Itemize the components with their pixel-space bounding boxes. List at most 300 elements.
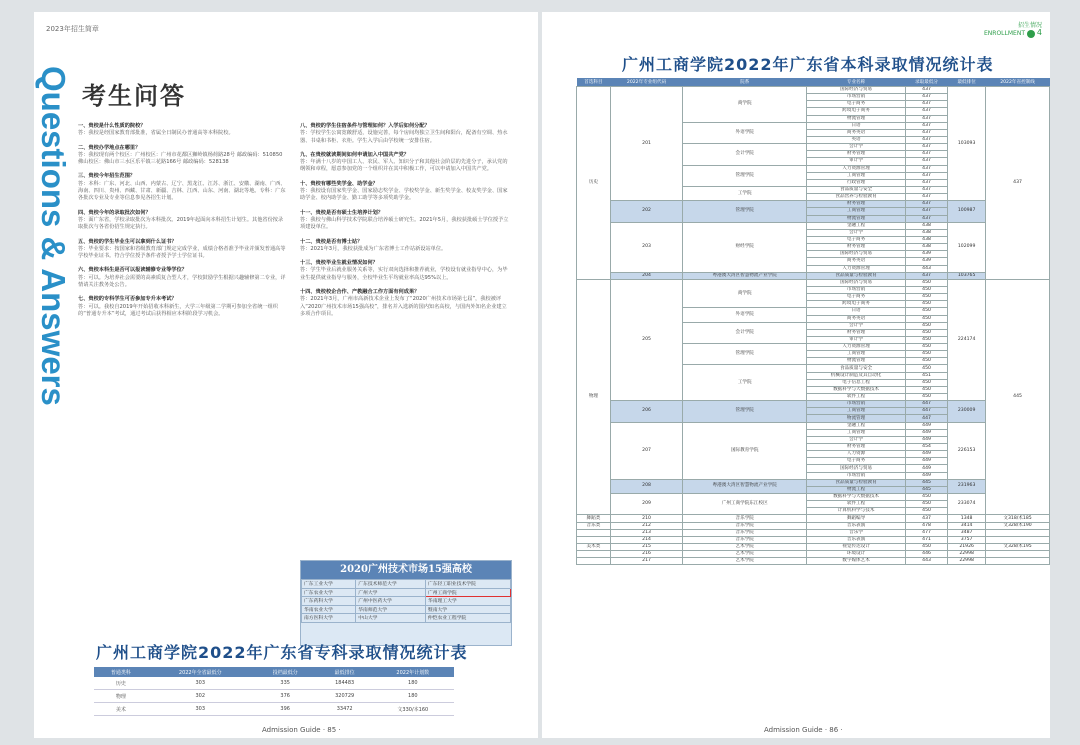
- table-cell: 音乐学院: [683, 522, 807, 529]
- enrollment-label: [984, 22, 1042, 38]
- major-cell: 跨境电子商务: [807, 301, 906, 308]
- specialist-table-title: 广州工商学院2022年广东省专科录取情况统计表: [96, 643, 468, 662]
- score-cell: 438: [905, 244, 947, 251]
- table-cell: 环境设计: [807, 551, 906, 558]
- rank-cell: 103765: [948, 272, 986, 279]
- subject-cell: 历史: [577, 87, 611, 280]
- score-cell: 437: [905, 215, 947, 222]
- score-cell: 451: [905, 372, 947, 379]
- table-cell: 音乐学院: [683, 515, 807, 522]
- table-header-cell: 最低排位: [318, 667, 372, 677]
- table-cell: 443: [905, 558, 947, 565]
- top15-row: [302, 614, 511, 623]
- score-cell: 450: [905, 494, 947, 501]
- major-cell: 食品质量与安全: [807, 365, 906, 372]
- top15-cell: 广东农业大学: [302, 588, 356, 597]
- table-header-cell: 专业名称: [807, 78, 906, 87]
- page-number: 4: [1036, 28, 1042, 37]
- specialist-table: [94, 667, 454, 716]
- major-cell: 物流管理: [807, 415, 906, 422]
- score-cell: 450: [905, 344, 947, 351]
- rank-cell: 102099: [948, 222, 986, 272]
- table-cell: 物理: [94, 690, 148, 703]
- score-cell: 450: [905, 358, 947, 365]
- major-cell: 软件工程: [807, 501, 906, 508]
- major-cell: 工商管理: [807, 208, 906, 215]
- score-cell: 443: [905, 265, 947, 272]
- dept-cell: 外语学院: [683, 308, 807, 322]
- qa-question: 十一、贵校是否有硕士生培养计划？: [300, 209, 384, 216]
- score-cell: 437: [905, 151, 947, 158]
- table-cell: 180: [372, 677, 454, 690]
- right-page: [542, 12, 1050, 738]
- qa-question: 六、贵校本科生是否可以报读辅修专业等学位？: [78, 267, 187, 274]
- qa-answer: 答：面广东省，学校录取批次为本科批次。2019年起面向本科招生计划生。其他省份按录取批次与各省份招生规定执行。: [78, 216, 284, 231]
- rank-cell: 233074: [948, 494, 986, 515]
- qa-question: 九、在贵校就读期间如何申请加入中国共产党？: [300, 151, 409, 158]
- page-title: 考生问答: [82, 82, 186, 110]
- major-cell: 工商管理: [807, 351, 906, 358]
- score-cell: 450: [905, 379, 947, 386]
- table-header-cell: 2022年省控制线: [986, 78, 1050, 87]
- score-cell: 437: [905, 136, 947, 143]
- table-cell: 215: [610, 544, 682, 551]
- group-code-cell: 205: [610, 279, 682, 400]
- top15-cell: 华南理工大学: [425, 597, 510, 606]
- score-cell: 450: [905, 329, 947, 336]
- score-cell: 447: [905, 401, 947, 408]
- score-cell: 438: [905, 222, 947, 229]
- qa-question: 三、贵校今年招生范围？: [78, 173, 136, 180]
- top15-cell: 华南师范大学: [356, 605, 426, 614]
- score-cell: 450: [905, 501, 947, 508]
- major-cell: 数据科学与大数据技术: [807, 494, 906, 501]
- qa-question: 二、贵校办学地点在哪里？: [78, 144, 141, 151]
- top15-cell: 广州工商学院: [425, 588, 510, 597]
- table-cell: 音乐类: [577, 522, 611, 529]
- score-cell: 447: [905, 415, 947, 422]
- major-cell: 商务英语: [807, 129, 906, 136]
- major-cell: 数据科学与大数据技术: [807, 386, 906, 393]
- table-row: [94, 703, 454, 716]
- table-cell: [986, 536, 1050, 543]
- qa-question: 四、贵校今年的录取批次如何？: [78, 209, 151, 216]
- table-row: [577, 272, 1050, 279]
- table-header-cell: 2022年专业组代码: [610, 78, 682, 87]
- score-cell: 450: [905, 394, 947, 401]
- major-cell: 国际经济与贸易: [807, 465, 906, 472]
- table-header-cell: 2022年计划数: [372, 667, 454, 677]
- undergrad-table: [576, 78, 1050, 565]
- table-cell: 美术类: [577, 544, 611, 551]
- table-row: [94, 690, 454, 703]
- score-cell: 438: [905, 229, 947, 236]
- major-cell: 市场营销: [807, 472, 906, 479]
- major-cell: 财务管理: [807, 444, 906, 451]
- score-cell: 450: [905, 294, 947, 301]
- dept-cell: 商学院: [683, 279, 807, 308]
- table-cell: 471: [905, 536, 947, 543]
- table-row: [577, 536, 1050, 543]
- score-cell: 450: [905, 301, 947, 308]
- table-cell: 3757: [948, 536, 986, 543]
- major-cell: 审计学: [807, 158, 906, 165]
- score-cell: 450: [905, 279, 947, 286]
- dept-cell: 粤港澳大湾区智慧物流产业学院: [683, 272, 807, 279]
- table-cell: 艺术学院: [683, 558, 807, 565]
- table-row: [577, 479, 1050, 486]
- qa-answer: 答：2021年3月，广州市高新技术企业上发布了“2020广州技术市场第七届”，我校被评入“2020广州技术市场15强高校”，排名并入选新的国内知名高校，与国内外知名企业建立多项合作项目。: [300, 296, 507, 317]
- table-cell: [986, 551, 1050, 558]
- group-code-cell: 206: [610, 401, 682, 422]
- score-cell: 437: [905, 186, 947, 193]
- qa-column-1: [78, 116, 288, 318]
- top15-cell: 南方医科大学: [302, 614, 356, 623]
- score-cell: 449: [905, 458, 947, 465]
- table-cell: 文328/术190: [986, 522, 1050, 529]
- top15-cell: 暨南大学: [425, 605, 510, 614]
- top15-title: 2020广州技术市场15强高校: [301, 561, 511, 579]
- major-cell: 国际经济与贸易: [807, 279, 906, 286]
- major-cell: 食品质量与检验教育: [807, 479, 906, 486]
- table-cell: 音乐表演: [807, 536, 906, 543]
- table-cell: 335: [253, 677, 318, 690]
- table-cell: 舞蹈编导: [807, 515, 906, 522]
- table-cell: 视觉传达设计: [807, 544, 906, 551]
- major-cell: 日语: [807, 122, 906, 129]
- table-cell: 文330/本160: [372, 703, 454, 716]
- qa-question: 五、贵校的学生毕业生可以拿到什么证书？: [78, 238, 177, 245]
- major-cell: 审计学: [807, 336, 906, 343]
- top15-cell: 广东药科大学: [302, 597, 356, 606]
- major-cell: 电子商务: [807, 236, 906, 243]
- top15-cell: 仲恺农业工程学院: [425, 614, 510, 623]
- major-cell: 市场营销: [807, 94, 906, 101]
- table-cell: 180: [372, 690, 454, 703]
- table-cell: 184483: [318, 677, 372, 690]
- top15-cell: 广东工业大学: [302, 580, 356, 589]
- major-cell: 金融工程: [807, 422, 906, 429]
- score-cell: 439: [905, 258, 947, 265]
- score-cell: 437: [905, 194, 947, 201]
- table-cell: 22998: [948, 558, 986, 565]
- dept-cell: 财经学院: [683, 222, 807, 272]
- rank-cell: 226153: [948, 422, 986, 479]
- table-header-cell: 最低排位: [948, 78, 986, 87]
- table-cell: 文328/术195: [986, 544, 1050, 551]
- score-cell: 437: [905, 172, 947, 179]
- score-cell: 445: [905, 486, 947, 493]
- vertical-title: [36, 62, 76, 462]
- score-cell: 445: [905, 479, 947, 486]
- table-cell: 33472: [318, 703, 372, 716]
- green-dot-icon: [1027, 30, 1035, 38]
- major-cell: 人力资源管理: [807, 344, 906, 351]
- table-cell: 音乐表演: [807, 522, 906, 529]
- table-cell: 216: [610, 551, 682, 558]
- score-cell: 437: [905, 94, 947, 101]
- qa-answer: 答：我校与佛山科学技术学院联合培养硕士研究生。2021年5月，我校获批硕士学位授予立项建设单位。: [300, 216, 509, 231]
- qa-answer: 答：学校学生公寓宽敞舒适，设施完善，每个房间均独立卫生间和阳台，配备有空调、热水器、书桌和书柜、衣柜。学生入学后由学校统一安排住宿。: [300, 130, 508, 144]
- major-cell: 市场营销: [807, 401, 906, 408]
- table-cell: [577, 536, 611, 543]
- vertical-title-text: Questions & Answers: [35, 66, 72, 406]
- table-cell: 艺术学院: [683, 544, 807, 551]
- table-cell: 3414: [948, 522, 986, 529]
- score-cell: 450: [905, 365, 947, 372]
- score-cell: 450: [905, 315, 947, 322]
- table-cell: 437: [905, 515, 947, 522]
- table-cell: 3487: [948, 529, 986, 536]
- top15-cell: 中山大学: [356, 614, 426, 623]
- group-code-cell: 208: [610, 479, 682, 493]
- score-cell: 450: [905, 336, 947, 343]
- major-cell: 财务管理: [807, 151, 906, 158]
- top15-row: [302, 605, 511, 614]
- top15-cell: 华南农业大学: [302, 605, 356, 614]
- dept-cell: 工学院: [683, 365, 807, 401]
- top15-row: [302, 597, 511, 606]
- top15-table: [301, 579, 511, 623]
- table-cell: 音乐学: [807, 529, 906, 536]
- score-cell: 437: [905, 108, 947, 115]
- table-header-cell: 普通类科: [94, 667, 148, 677]
- table-row: [577, 544, 1050, 551]
- table-header-cell: 录取最低分: [905, 78, 947, 87]
- score-cell: 437: [905, 122, 947, 129]
- table-cell: [577, 558, 611, 565]
- score-cell: 449: [905, 422, 947, 429]
- dept-cell: 广州工商学院东江校区: [683, 494, 807, 515]
- score-cell: 449: [905, 465, 947, 472]
- top15-cell: 广东技术师范大学: [356, 580, 426, 589]
- qa-answer: 答：本科：广东、河北、山西、内蒙古、辽宁、黑龙江、江苏、浙江、安徽、湖南、广西、海南、四川、贵州、西藏、甘肃、新疆、吉林、江西、山东、河南、湖北等地。专科：广东 各批次专业及专业等信息参见各招生计划。: [78, 180, 286, 202]
- qa-answer: 答：可以。我校自2019年开始招收本科新生，大学三年级第二学期可参加全省统一组织的“普通专升本”考试，通过考试后获得相应本科阶段学习机会。: [78, 303, 278, 317]
- score-cell: 439: [905, 251, 947, 258]
- enrollment-cn: 招生情况: [1017, 22, 1042, 29]
- major-cell: 食品质量与安全: [807, 186, 906, 193]
- qa-question: 七、贵校的专科学生可否参加专升本考试？: [78, 296, 177, 303]
- top15-cell: 广州中医药大学: [356, 597, 426, 606]
- major-cell: 食品营养与检验教育: [807, 194, 906, 201]
- major-cell: 国际经济与贸易: [807, 87, 906, 94]
- major-cell: 金融工程: [807, 222, 906, 229]
- table-cell: 22998: [948, 551, 986, 558]
- table-cell: 音乐学院: [683, 536, 807, 543]
- group-code-cell: 203: [610, 222, 682, 272]
- major-cell: 软件工程: [807, 394, 906, 401]
- table-cell: [577, 551, 611, 558]
- score-cell: 437: [905, 272, 947, 279]
- table-header-row: [94, 667, 454, 677]
- major-cell: 财务管理: [807, 329, 906, 336]
- dept-cell: 国际教育学院: [683, 422, 807, 479]
- major-cell: 市场营销: [807, 286, 906, 293]
- major-cell: 食品质量与检验教育: [807, 272, 906, 279]
- major-cell: 电子商务: [807, 101, 906, 108]
- major-cell: 电子商务: [807, 294, 906, 301]
- score-cell: 449: [905, 451, 947, 458]
- qa-answer: 答：年满十八岁的中国工人、农民、军人、知识分子和其他社会阶层的先进分子，承认党的纲领和章程，愿意参加党的一个组织并在其中积极工作，可以申请加入中国共产党。: [300, 159, 508, 173]
- score-cell: 437: [905, 179, 947, 186]
- score-cell: 437: [905, 87, 947, 94]
- qa-answer: 答：学生毕业后就业服务关系等，实行双向选择和推荐就业，学校设有就业指导中心，为毕业生提供就业指导与服务，全校毕业生平均就业率高达95%以上。: [300, 267, 508, 281]
- major-cell: 商务英语: [807, 315, 906, 322]
- major-cell: 电子信息工程: [807, 379, 906, 386]
- dept-cell: 管理学院: [683, 201, 807, 222]
- dept-cell: 粤港澳大湾区智慧物流产业学院: [683, 479, 807, 493]
- table-row: [577, 422, 1050, 429]
- table-cell: 396: [253, 703, 318, 716]
- table-row: [577, 201, 1050, 208]
- dept-cell: 管理学院: [683, 401, 807, 422]
- table-cell: [986, 529, 1050, 536]
- page-footer: Admission Guide · 85 ·: [262, 726, 341, 734]
- group-code-cell: 202: [610, 201, 682, 222]
- dept-cell: 管理学院: [683, 165, 807, 186]
- top15-cell: 广东轻工职业技术学院: [425, 580, 510, 589]
- major-cell: 人力资源管理: [807, 265, 906, 272]
- qa-answer: 答：我校现有两个校区：广州校区：广州市花都区狮岭镇杨荷路28号 邮政编码：510850 佛山校区：佛山市三水区乐平镇三花路166号 邮政编码：528138: [78, 151, 283, 166]
- group-code-cell: 209: [610, 494, 682, 515]
- table-cell: 446: [905, 551, 947, 558]
- dept-cell: 外语学院: [683, 122, 807, 143]
- table-header-row: [577, 78, 1050, 87]
- score-cell: 437: [905, 201, 947, 208]
- qa-question: 十二、贵校是否有博士站？: [300, 238, 363, 245]
- table-row: [577, 515, 1050, 522]
- table-cell: 320729: [318, 690, 372, 703]
- major-cell: 商务英语: [807, 258, 906, 265]
- table-cell: 数字媒体艺术: [807, 558, 906, 565]
- group-code-cell: 207: [610, 422, 682, 479]
- table-row: [577, 558, 1050, 565]
- major-cell: 行政管理: [807, 179, 906, 186]
- top15-row: [302, 580, 511, 589]
- qa-question: 十四、贵校校企合作、产教融合工作方面有何成果？: [300, 289, 420, 296]
- score-cell: 437: [905, 144, 947, 151]
- table-row: [577, 87, 1050, 94]
- qa-question: 八、贵校的学生住宿条件与管理如何？入学后如何分配？: [300, 123, 430, 129]
- table-header-cell: 投档最低分: [253, 667, 318, 677]
- page-footer-right: Admission Guide · 86 ·: [764, 726, 843, 734]
- major-cell: 国际经济与贸易: [807, 251, 906, 258]
- major-cell: 电子商务: [807, 458, 906, 465]
- control-cell: 445: [986, 279, 1050, 515]
- table-cell: 艺术学院: [683, 551, 807, 558]
- score-cell: 437: [905, 101, 947, 108]
- table-row: [577, 279, 1050, 286]
- table-cell: 210: [610, 515, 682, 522]
- major-cell: 日语: [807, 308, 906, 315]
- dept-cell: 商学院: [683, 87, 807, 123]
- table-row: [577, 522, 1050, 529]
- score-cell: 450: [905, 286, 947, 293]
- table-cell: 舞蹈类: [577, 515, 611, 522]
- score-cell: 450: [905, 386, 947, 393]
- score-cell: 450: [905, 308, 947, 315]
- table-header-cell: 首选科目: [577, 78, 611, 87]
- table-cell: 478: [905, 522, 947, 529]
- top15-row: [302, 588, 511, 597]
- score-cell: 437: [905, 115, 947, 122]
- major-cell: 工商管理: [807, 172, 906, 179]
- rank-cell: 103093: [948, 87, 986, 201]
- major-cell: 物流管理: [807, 215, 906, 222]
- major-cell: 英语: [807, 136, 906, 143]
- score-cell: 449: [905, 429, 947, 436]
- table-cell: 213: [610, 529, 682, 536]
- top15-box: [300, 560, 512, 646]
- dept-cell: 会计学院: [683, 144, 807, 165]
- table-cell: 1348: [948, 515, 986, 522]
- major-cell: 物流管理: [807, 115, 906, 122]
- rank-cell: 231963: [948, 479, 986, 493]
- score-cell: 450: [905, 351, 947, 358]
- score-cell: 437: [905, 129, 947, 136]
- table-cell: 214: [610, 536, 682, 543]
- top15-cell: 广州大学: [356, 588, 426, 597]
- qa-answer: 答：毕业要求：按国家和省级教育部门规定完成学业，成绩合格者准予毕业并颁发普通高等学校毕业证书。符合学位授予条件者授予学士学位证书。: [78, 245, 286, 260]
- major-cell: 财务管理: [807, 244, 906, 251]
- subject-cell: 物理: [577, 279, 611, 515]
- dept-cell: 工学院: [683, 186, 807, 200]
- table-cell: [577, 529, 611, 536]
- enrollment-en: ENROLLMENT: [984, 30, 1025, 37]
- table-cell: 217: [610, 558, 682, 565]
- qa-question: 十三、贵校毕业生就业情况如何？: [300, 260, 378, 267]
- table-row: [577, 551, 1050, 558]
- score-cell: 438: [905, 236, 947, 243]
- score-cell: 437: [905, 158, 947, 165]
- score-cell: 450: [905, 508, 947, 515]
- page-header: 2023年招生简章: [46, 25, 99, 33]
- dept-cell: 会计学院: [683, 322, 807, 343]
- major-cell: 会计学: [807, 144, 906, 151]
- major-cell: 跨境电子商务: [807, 108, 906, 115]
- table-cell: 文318/术185: [986, 515, 1050, 522]
- major-cell: 人力资源管理: [807, 165, 906, 172]
- table-cell: 302: [148, 690, 253, 703]
- major-cell: 机械设计制造及其自动化: [807, 372, 906, 379]
- qa-answer: 答：我校是经国家教育部批准，省属全日制民办普通高等本科院校。: [78, 130, 234, 137]
- major-cell: 工商管理: [807, 408, 906, 415]
- major-cell: 物流管理: [807, 358, 906, 365]
- control-cell: 437: [986, 87, 1050, 280]
- major-cell: 工商管理: [807, 429, 906, 436]
- qa-answer: 答：2021年3月，我校获批成为广东省博士工作站新设站单位。: [300, 245, 447, 252]
- table-header-cell: 院系: [683, 78, 807, 87]
- table-row: [577, 494, 1050, 501]
- score-cell: 449: [905, 472, 947, 479]
- table-cell: 21926: [948, 544, 986, 551]
- table-header-cell: 2022年全省最低分: [148, 667, 253, 677]
- major-cell: 物流工程: [807, 486, 906, 493]
- score-cell: 447: [905, 408, 947, 415]
- table-cell: 450: [905, 544, 947, 551]
- table-cell: 音乐学院: [683, 529, 807, 536]
- group-code-cell: 204: [610, 272, 682, 279]
- major-cell: 会计学: [807, 436, 906, 443]
- table-cell: 历史: [94, 677, 148, 690]
- left-page: [34, 12, 538, 738]
- qa-column-2: [300, 116, 510, 318]
- rank-cell: 230009: [948, 401, 986, 422]
- undergrad-table-title: 广州工商学院2022年广东省本科录取情况统计表: [622, 55, 994, 74]
- table-cell: 303: [148, 677, 253, 690]
- table-row: [577, 529, 1050, 536]
- major-cell: 会计学: [807, 322, 906, 329]
